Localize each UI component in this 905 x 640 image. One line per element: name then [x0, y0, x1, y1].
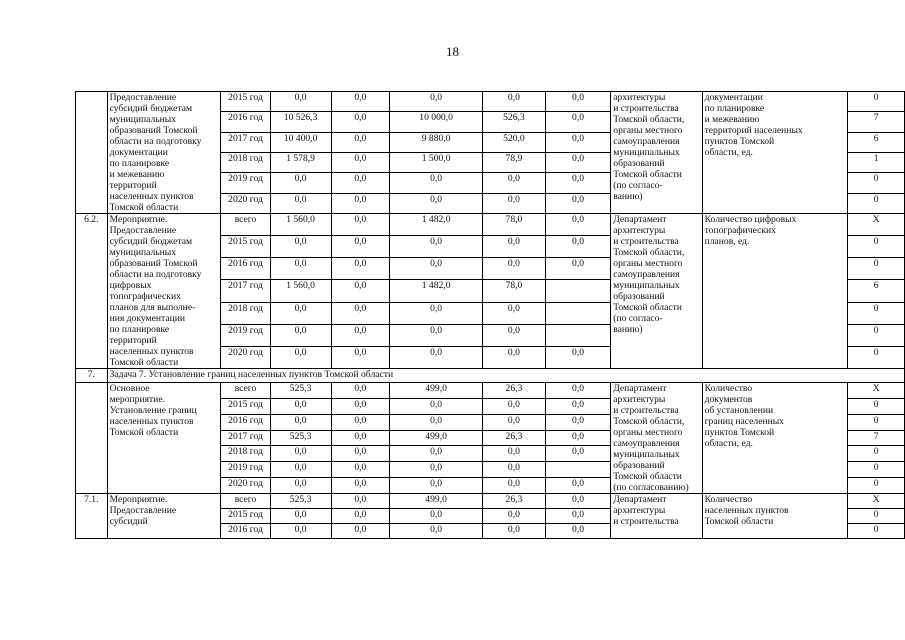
period-cell: 2016 год — [221, 112, 270, 132]
amount-cell: 0,0 — [390, 446, 483, 462]
amount-cell: 0,0 — [331, 258, 390, 280]
amount-cell: 0,0 — [331, 509, 390, 524]
period-cell: 2020 год — [221, 193, 270, 213]
amount-cell: 0,0 — [545, 494, 610, 509]
amount-cell: 0,0 — [483, 236, 546, 258]
amount-cell: 78,0 — [483, 280, 546, 302]
item-description: Основное мероприятие. Установление границ населенных пунктов Томской области — [107, 383, 221, 494]
amount-cell: 10 400,0 — [270, 132, 331, 152]
amount-cell: 525,3 — [270, 430, 331, 446]
indicator-value: X — [848, 214, 905, 236]
amount-cell: 1 500,0 — [390, 152, 483, 172]
period-cell: 2015 год — [221, 398, 270, 414]
item-executor: Департамент архитектуры и строительства Томской области, органы местного самоуправления муниципальных образований Томской области (по согласо- ванию) — [611, 214, 702, 369]
amount-cell: 526,3 — [483, 112, 546, 132]
indicator-value: 0 — [848, 446, 905, 462]
amount-cell: 520,0 — [483, 132, 546, 152]
amount-cell: 0,0 — [331, 132, 390, 152]
table-row — [76, 383, 905, 399]
item-number — [76, 383, 108, 494]
indicator-value: 0 — [848, 509, 905, 524]
amount-cell: 0,0 — [390, 173, 483, 193]
amount-cell: 0,0 — [331, 302, 390, 324]
amount-cell: 0,0 — [483, 173, 546, 193]
amount-cell: 0,0 — [270, 173, 331, 193]
period-cell: 2016 год — [221, 414, 270, 430]
amount-cell: 1 560,0 — [270, 280, 331, 302]
period-cell: 2018 год — [221, 302, 270, 324]
amount-cell: 0,0 — [390, 346, 483, 368]
amount-cell: 0,0 — [545, 173, 610, 193]
amount-cell: 0,0 — [331, 414, 390, 430]
amount-cell: 0,0 — [545, 236, 610, 258]
period-cell: 2020 год — [221, 346, 270, 368]
amount-cell: 0,0 — [483, 509, 546, 524]
amount-cell: 0,0 — [390, 414, 483, 430]
amount-cell: 0,0 — [331, 324, 390, 346]
amount-cell: 0,0 — [331, 236, 390, 258]
amount-cell: 0,0 — [331, 193, 390, 213]
amount-cell: 26,3 — [483, 430, 546, 446]
amount-cell: 0,0 — [483, 193, 546, 213]
table-row — [76, 214, 905, 236]
item-description: Мероприятие. Предоставление субсидий бюджетам муниципальных образований Томской области на подготовку цифровых топографических планов для выполне- ния документации по планировке территорий населенных пунктов Томской области — [107, 214, 221, 369]
amount-cell: 0,0 — [270, 509, 331, 524]
amount-cell: 0,0 — [483, 478, 546, 494]
amount-cell: 0,0 — [545, 509, 610, 524]
amount-cell: 499,0 — [390, 494, 483, 509]
amount-cell: 0,0 — [270, 446, 331, 462]
amount-cell: 0,0 — [331, 92, 390, 112]
amount-cell: 525,3 — [270, 383, 331, 399]
amount-cell: 0,0 — [545, 92, 610, 112]
indicator-value: 6 — [848, 280, 905, 302]
amount-cell: 0,0 — [390, 398, 483, 414]
amount-cell — [545, 302, 610, 324]
amount-cell: 78,9 — [483, 152, 546, 172]
indicator-value: X — [848, 383, 905, 399]
amount-cell: 0,0 — [331, 112, 390, 132]
amount-cell: 0,0 — [270, 414, 331, 430]
task-title: Задача 7. Установление границ населенных пунктов Томской области — [107, 369, 904, 383]
period-cell: всего — [221, 214, 270, 236]
amount-cell: 0,0 — [331, 524, 390, 539]
item-description: Предоставление субсидий бюджетам муниципальных образований Томской области на подготовку документации по планировке и межеванию территорий населенных пунктов Томской области — [107, 92, 221, 214]
amount-cell: 0,0 — [270, 524, 331, 539]
period-cell: 2016 год — [221, 524, 270, 539]
amount-cell: 0,0 — [545, 414, 610, 430]
amount-cell: 1 578,9 — [270, 152, 331, 172]
period-cell: 2020 год — [221, 478, 270, 494]
period-cell: всего — [221, 494, 270, 509]
amount-cell: 0,0 — [270, 462, 331, 478]
amount-cell — [545, 324, 610, 346]
amount-cell: 0,0 — [331, 430, 390, 446]
task-row — [76, 369, 905, 383]
item-indicator: Количество документов об установлении границ населенных пунктов Томской области, ед. — [702, 383, 848, 494]
amount-cell: 499,0 — [390, 430, 483, 446]
amount-cell: 0,0 — [390, 524, 483, 539]
amount-cell: 0,0 — [545, 258, 610, 280]
indicator-value: 7 — [848, 112, 905, 132]
indicator-value: 0 — [848, 478, 905, 494]
period-cell: 2019 год — [221, 173, 270, 193]
amount-cell: 26,3 — [483, 494, 546, 509]
amount-cell: 0,0 — [483, 324, 546, 346]
amount-cell: 0,0 — [331, 478, 390, 494]
amount-cell: 0,0 — [483, 446, 546, 462]
amount-cell: 0,0 — [483, 414, 546, 430]
amount-cell: 0,0 — [331, 346, 390, 368]
table-row — [76, 92, 905, 112]
indicator-value: 0 — [848, 92, 905, 112]
amount-cell: 1 560,0 — [270, 214, 331, 236]
table-row — [76, 494, 905, 509]
item-indicator: Количество цифровых топографических планов, ед. — [702, 214, 848, 369]
amount-cell: 0,0 — [390, 258, 483, 280]
indicator-value: 7 — [848, 430, 905, 446]
amount-cell: 0,0 — [390, 509, 483, 524]
period-cell: 2015 год — [221, 509, 270, 524]
period-cell: 2016 год — [221, 258, 270, 280]
period-cell: 2017 год — [221, 132, 270, 152]
amount-cell: 0,0 — [545, 383, 610, 399]
amount-cell: 0,0 — [545, 193, 610, 213]
amount-cell: 0,0 — [545, 398, 610, 414]
amount-cell: 0,0 — [483, 398, 546, 414]
amount-cell: 525,3 — [270, 494, 331, 509]
amount-cell: 0,0 — [331, 446, 390, 462]
amount-cell: 78,0 — [483, 214, 546, 236]
amount-cell: 0,0 — [331, 494, 390, 509]
period-cell: 2018 год — [221, 446, 270, 462]
amount-cell: 0,0 — [390, 236, 483, 258]
indicator-value: 1 — [848, 152, 905, 172]
amount-cell: 10 526,3 — [270, 112, 331, 132]
amount-cell: 0,0 — [270, 478, 331, 494]
amount-cell — [545, 462, 610, 478]
indicator-value: 6 — [848, 132, 905, 152]
amount-cell: 0,0 — [331, 280, 390, 302]
task-number: 7. — [76, 369, 108, 383]
amount-cell: 0,0 — [331, 383, 390, 399]
indicator-value: 0 — [848, 193, 905, 213]
indicator-value: 0 — [848, 346, 905, 368]
amount-cell: 0,0 — [331, 173, 390, 193]
indicator-value: 0 — [848, 236, 905, 258]
amount-cell: 0,0 — [545, 430, 610, 446]
amount-cell: 0,0 — [390, 193, 483, 213]
period-cell: 2015 год — [221, 92, 270, 112]
amount-cell: 0,0 — [270, 398, 331, 414]
amount-cell: 1 482,0 — [390, 280, 483, 302]
amount-cell: 0,0 — [545, 112, 610, 132]
item-executor: архитектуры и строительства Томской области, органы местного самоуправления муниципальных образований Томской области (по согласо- ванию) — [611, 92, 702, 214]
amount-cell: 0,0 — [545, 478, 610, 494]
amount-cell — [545, 280, 610, 302]
amount-cell: 0,0 — [390, 462, 483, 478]
amount-cell: 0,0 — [270, 324, 331, 346]
item-indicator: документации по планировке и межеванию территорий населенных пунктов Томской области, ед. — [702, 92, 848, 214]
amount-cell: 0,0 — [331, 214, 390, 236]
item-number — [76, 92, 108, 214]
indicator-value: 0 — [848, 398, 905, 414]
indicator-value: 0 — [848, 524, 905, 539]
amount-cell: 0,0 — [270, 92, 331, 112]
amount-cell: 0,0 — [483, 524, 546, 539]
amount-cell: 0,0 — [545, 152, 610, 172]
amount-cell: 1 482,0 — [390, 214, 483, 236]
amount-cell: 0,0 — [331, 152, 390, 172]
item-executor: Департамент архитектуры и строительства Томской области, органы местного самоуправления муниципальных образований Томской области (по согласованию) — [611, 383, 702, 494]
amount-cell: 0,0 — [270, 236, 331, 258]
program-table — [75, 91, 905, 539]
item-indicator: Количество населенных пунктов Томской области — [702, 494, 848, 539]
amount-cell: 0,0 — [390, 92, 483, 112]
indicator-value: 0 — [848, 258, 905, 280]
amount-cell: 0,0 — [483, 302, 546, 324]
amount-cell: 0,0 — [545, 214, 610, 236]
amount-cell: 499,0 — [390, 383, 483, 399]
indicator-value: X — [848, 494, 905, 509]
period-cell: 2017 год — [221, 280, 270, 302]
item-description: Мероприятие. Предоставление субсидий — [107, 494, 221, 539]
period-cell: всего — [221, 383, 270, 399]
amount-cell: 0,0 — [270, 302, 331, 324]
amount-cell: 0,0 — [270, 258, 331, 280]
amount-cell: 0,0 — [483, 346, 546, 368]
indicator-value: 0 — [848, 462, 905, 478]
indicator-value: 0 — [848, 414, 905, 430]
amount-cell: 0,0 — [331, 398, 390, 414]
amount-cell: 10 000,0 — [390, 112, 483, 132]
item-number: 6.2. — [76, 214, 108, 369]
amount-cell: 0,0 — [483, 462, 546, 478]
amount-cell: 0,0 — [390, 478, 483, 494]
amount-cell: 0,0 — [390, 302, 483, 324]
amount-cell: 0,0 — [545, 346, 610, 368]
period-cell: 2019 год — [221, 324, 270, 346]
item-executor: Департамент архитектуры и строительства — [611, 494, 702, 539]
amount-cell: 0,0 — [545, 446, 610, 462]
amount-cell: 26,3 — [483, 383, 546, 399]
period-cell: 2015 год — [221, 236, 270, 258]
amount-cell: 0,0 — [331, 462, 390, 478]
amount-cell: 0,0 — [270, 346, 331, 368]
amount-cell: 0,0 — [545, 132, 610, 152]
indicator-value: 0 — [848, 302, 905, 324]
period-cell: 2018 год — [221, 152, 270, 172]
amount-cell: 0,0 — [270, 193, 331, 213]
indicator-value: 0 — [848, 173, 905, 193]
indicator-value: 0 — [848, 324, 905, 346]
amount-cell: 0,0 — [483, 258, 546, 280]
page-number: 18 — [446, 44, 459, 59]
item-number: 7.1. — [76, 494, 108, 539]
amount-cell: 0,0 — [390, 324, 483, 346]
amount-cell: 0,0 — [483, 92, 546, 112]
period-cell: 2017 год — [221, 430, 270, 446]
period-cell: 2019 год — [221, 462, 270, 478]
amount-cell: 0,0 — [545, 524, 610, 539]
amount-cell: 9 880,0 — [390, 132, 483, 152]
